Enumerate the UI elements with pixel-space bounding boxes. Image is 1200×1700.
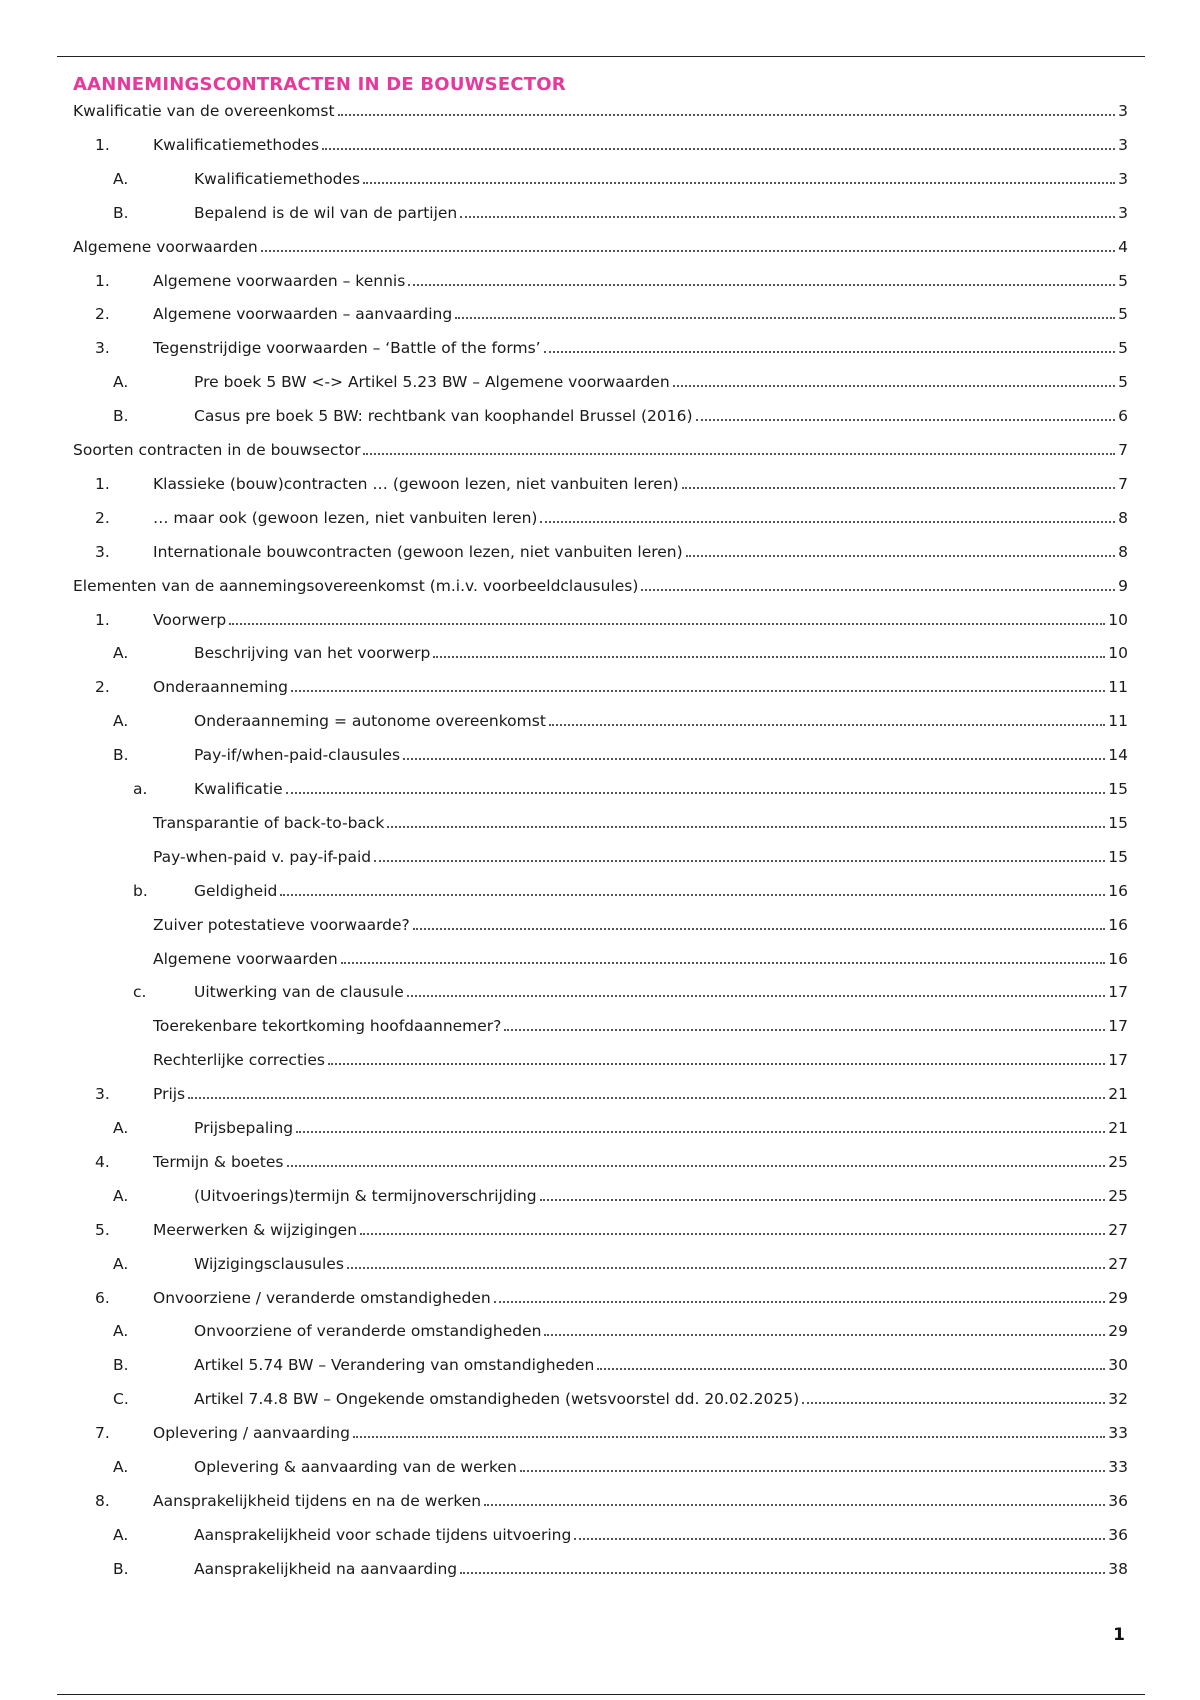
toc-entry-label: Artikel 7.4.8 BW – Ongekende omstandigheden (wetsvoorstel dd. 20.02.2025) [194,1390,800,1409]
toc-entry[interactable] [0,167,1200,189]
toc-entry-label: Oplevering / aanvaarding [153,1424,350,1443]
toc-entry-label: Pay-when-paid v. pay-if-paid [153,847,372,866]
toc-entry-label: Tegenstrijdige voorwaarden – ‘Battle of the forms’ [153,339,541,358]
toc-entry-page: 17 [1108,983,1128,1002]
toc-entry-label: Soorten contracten in de bouwsector [73,441,361,459]
toc-dot-leader [540,521,1115,523]
toc-entry-page: 11 [1108,712,1128,731]
toc-entry-number: 2. [95,678,110,697]
toc-dot-leader [347,1267,1105,1269]
toc-entry[interactable] [0,1421,1200,1443]
toc-entry-label: Algemene voorwaarden – aanvaarding [153,305,453,324]
toc-entry-label: Onderaanneming [153,678,289,697]
toc-entry-page: 36 [1108,1491,1128,1510]
document-title: AANNEMINGSCONTRACTEN IN DE BOUWSECTOR [73,74,566,95]
toc-entry[interactable] [0,1387,1200,1409]
toc-dot-leader [322,148,1115,150]
toc-dot-leader [544,1334,1105,1336]
toc-entry-page: 29 [1108,1288,1128,1307]
toc-dot-leader [802,1402,1105,1404]
toc-entry[interactable] [0,980,1200,1002]
page-number: 1 [1113,1625,1125,1645]
toc-entry-number: A. [113,644,129,663]
toc-dot-leader [686,555,1115,557]
toc-entry-page: 3 [1118,135,1128,154]
toc-entry[interactable] [0,947,1200,969]
toc-entry-label: Aansprakelijkheid na aanvaarding [194,1559,458,1578]
toc-dot-leader [484,1504,1105,1506]
toc-entry-page: 8 [1118,508,1128,527]
toc-entry-number: A. [113,1119,129,1137]
toc-entry-page: 27 [1108,1254,1128,1273]
toc-entry-label: Prijs [153,1085,186,1104]
toc-dot-leader [504,1029,1105,1031]
toc-dot-leader [408,284,1115,286]
toc-entry-label: Wijzigingsclausules [194,1254,344,1273]
toc-dot-leader [291,690,1105,692]
toc-dot-leader [455,317,1115,319]
toc-dot-leader [296,1131,1105,1133]
toc-entry-number: B. [113,203,129,222]
toc-dot-leader [407,995,1105,997]
toc-entry[interactable] [0,743,1200,765]
toc-entry-number: 6. [95,1288,110,1307]
toc-entry-number: A. [113,169,129,188]
toc-entry-label: Pay-if/when-paid-clausules [194,746,401,765]
toc-entry-number: 1. [95,474,110,493]
toc-entry-number: 1. [95,610,110,629]
toc-entry[interactable] [0,1523,1200,1545]
toc-entry[interactable] [0,1048,1200,1070]
toc-entry[interactable] [0,1286,1200,1308]
toc-entry-number: 3. [95,1085,110,1104]
toc-entry-label: Uitwerking van de clausule [194,983,404,1002]
toc-entry-page: 5 [1118,373,1128,392]
toc-entry[interactable] [0,269,1200,291]
toc-entry-page: 11 [1108,678,1128,697]
toc-entry-number: 4. [95,1152,110,1171]
toc-entry-page: 36 [1108,1525,1128,1544]
toc-entry[interactable] [0,1252,1200,1274]
toc-entry-page: 16 [1108,949,1128,968]
toc-entry-label: Casus pre boek 5 BW: rechtbank van koophandel Brussel (2016) [194,407,693,426]
toc-entry-label: Algemene voorwaarden – kennis [153,271,406,290]
toc-entry-page: 14 [1108,746,1128,765]
toc-dot-leader [682,487,1115,489]
toc-entry-number: A. [113,712,129,731]
toc-entry-page: 25 [1108,1152,1128,1171]
toc-entry[interactable] [0,675,1200,697]
toc-entry-label: Oplevering & aanvaarding van de werken [194,1458,517,1476]
toc-entry[interactable] [0,811,1200,833]
toc-entry-number: 2. [95,305,110,324]
toc-entry-label: Pre boek 5 BW <-> Artikel 5.23 BW – Algemene voorwaarden [194,373,670,392]
toc-entry[interactable] [0,1150,1200,1172]
toc-entry-number: 3. [95,339,110,358]
toc-entry-page: 17 [1108,1051,1128,1070]
toc-entry-label: Algemene voorwaarden [73,237,258,256]
toc-entry-label: Termijn & boetes [153,1152,284,1171]
toc-entry[interactable] [0,777,1200,799]
toc-dot-leader [544,351,1115,353]
toc-entry-number: a. [133,780,148,798]
toc-entry[interactable] [0,1082,1200,1104]
toc-entry-page: 6 [1118,407,1128,426]
toc-entry-page: 15 [1108,847,1128,866]
toc-entry-page: 29 [1108,1322,1128,1341]
toc-dot-leader [229,623,1105,625]
toc-entry-label: Geldigheid [194,881,278,900]
toc-entry[interactable] [0,201,1200,223]
toc-entry[interactable] [0,1218,1200,1240]
toc-entry-page: 7 [1118,474,1128,493]
toc-entry[interactable] [0,641,1200,663]
toc-dot-leader [261,250,1115,252]
toc-entry[interactable] [0,133,1200,155]
toc-dot-leader [641,589,1115,591]
toc-entry[interactable] [0,370,1200,392]
toc-entry-number: B. [113,1356,129,1375]
toc-entry-page: 5 [1118,339,1128,358]
toc-entry-page: 3 [1118,203,1128,222]
toc-entry[interactable] [0,608,1200,630]
toc-entry-page: 16 [1108,881,1128,900]
toc-entry-label: Internationale bouwcontracten (gewoon lezen, niet vanbuiten leren) [153,542,683,561]
toc-dot-leader [403,758,1105,760]
toc-entry-number: 1. [95,271,110,290]
toc-entry-label: … maar ook (gewoon lezen, niet vanbuiten leren) [153,508,538,527]
toc-entry-label: Algemene voorwaarden [153,949,338,968]
toc-entry-page: 15 [1108,780,1128,798]
toc-entry-page: 25 [1108,1186,1128,1205]
toc-dot-leader [341,962,1106,964]
toc-dot-leader [696,419,1115,421]
toc-entry-number: c. [133,983,147,1002]
toc-dot-leader [413,928,1105,930]
toc-entry-number: B. [113,746,129,765]
toc-entry-label: Onderaanneming = autonome overeenkomst [194,712,546,731]
toc-dot-leader [387,826,1105,828]
toc-dot-leader [549,724,1105,726]
toc-entry-number: B. [113,1559,129,1578]
toc-entry-label: Zuiver potestatieve voorwaarde? [153,915,410,934]
toc-dot-leader [574,1538,1105,1540]
toc-entry-page: 5 [1118,305,1128,324]
toc-entry[interactable] [0,302,1200,324]
toc-entry[interactable] [0,1557,1200,1579]
toc-dot-leader [520,1470,1105,1472]
toc-entry[interactable] [0,404,1200,426]
toc-dot-leader [460,216,1115,218]
toc-entry-label: Prijsbepaling [194,1119,294,1137]
toc-dot-leader [328,1063,1105,1065]
toc-entry-label: Kwalificatiemethodes [153,135,320,154]
toc-entry-page: 9 [1118,576,1128,595]
toc-entry-number: 7. [95,1424,110,1443]
toc-dot-leader [360,1233,1105,1235]
toc-entry[interactable] [0,472,1200,494]
toc-entry[interactable] [0,845,1200,867]
toc-entry[interactable] [0,709,1200,731]
toc-entry[interactable] [0,99,1200,121]
toc-entry-label: Meerwerken & wijzigingen [153,1220,358,1239]
toc-entry-label: Artikel 5.74 BW – Verandering van omstandigheden [194,1356,595,1375]
toc-dot-leader [673,385,1115,387]
toc-entry-number: A. [113,1186,129,1205]
toc-entry-page: 5 [1118,271,1128,290]
toc-entry-label: Rechterlijke correcties [153,1051,325,1070]
toc-entry-label: Aansprakelijkheid tijdens en na de werken [153,1491,482,1510]
toc-entry[interactable] [0,913,1200,935]
toc-entry-number: 8. [95,1491,110,1510]
toc-entry-label: Voorwerp [153,610,227,629]
toc-entry-label: Aansprakelijkheid voor schade tijdens uitvoering [194,1525,572,1544]
toc-entry-label: Kwalificatie [194,780,283,798]
toc-dot-leader [433,656,1105,658]
toc-entry-page: 7 [1118,441,1128,459]
toc-dot-leader [287,1165,1106,1167]
toc-entry-number: A. [113,1525,129,1544]
toc-entry-page: 15 [1108,813,1128,832]
toc-entry-page: 38 [1108,1559,1128,1578]
toc-entry-page: 27 [1108,1220,1128,1239]
toc-entry-page: 32 [1108,1390,1128,1409]
toc-entry-number: A. [113,1322,129,1341]
bottom-rule [57,1694,1145,1695]
toc-entry-label: Onvoorziene / veranderde omstandigheden [153,1288,491,1307]
toc-entry-page: 17 [1108,1017,1128,1036]
toc-dot-leader [188,1097,1105,1099]
toc-entry-label: Toerekenbare tekortkoming hoofdaannemer? [153,1017,502,1036]
toc-entry[interactable] [0,1353,1200,1375]
toc-dot-leader [374,860,1105,862]
toc-entry-page: 33 [1108,1424,1128,1443]
toc-entry-number: A. [113,1254,129,1273]
toc-entry-number: C. [113,1390,129,1409]
toc-entry-number: A. [113,373,129,392]
toc-entry-label: (Uitvoerings)termijn & termijnoverschrijding [194,1186,537,1205]
toc-entry[interactable] [0,1184,1200,1206]
toc-entry-label: Kwalificatie van de overeenkomst [73,102,335,120]
toc-entry[interactable] [0,574,1200,596]
toc-entry-page: 3 [1118,102,1128,120]
toc-entry-label: Klassieke (bouw)contracten … (gewoon lezen, niet vanbuiten leren) [153,474,679,493]
toc-entry-label: Bepalend is de wil van de partijen [194,203,458,222]
toc-dot-leader [286,792,1106,794]
toc-dot-leader [460,1572,1105,1574]
toc-entry[interactable] [0,1116,1200,1138]
toc-entry[interactable] [0,336,1200,358]
toc-entry-page: 33 [1108,1458,1128,1476]
toc-dot-leader [540,1199,1106,1201]
toc-entry-page: 10 [1108,610,1128,629]
toc-entry-number: 5. [95,1220,110,1239]
toc-entry[interactable] [0,540,1200,562]
toc-entry[interactable] [0,1489,1200,1511]
toc-entry[interactable] [0,506,1200,528]
toc-entry-label: Elementen van de aannemingsovereenkomst (m.i.v. voorbeeldclausules) [73,576,639,595]
toc-dot-leader [363,182,1115,184]
toc-entry-page: 8 [1118,542,1128,561]
toc-entry-page: 4 [1118,237,1128,256]
toc-dot-leader [280,894,1105,896]
toc-entry-number: B. [113,407,129,426]
toc-dot-leader [597,1368,1105,1370]
toc-entry[interactable] [0,1014,1200,1036]
toc-dot-leader [338,114,1115,116]
toc-entry[interactable] [0,438,1200,460]
toc-entry-number: 3. [95,542,110,561]
toc-entry-label: Transparantie of back-to-back [153,813,385,832]
toc-entry-label: Kwalificatiemethodes [194,169,361,188]
toc-dot-leader [353,1436,1105,1438]
toc-dot-leader [494,1301,1106,1303]
toc-entry-label: Beschrijving van het voorwerp [194,644,431,663]
toc-entry-page: 21 [1108,1085,1128,1104]
toc-entry-page: 16 [1108,915,1128,934]
toc-entry[interactable] [0,879,1200,901]
toc-dot-leader [363,453,1115,455]
top-rule [57,56,1145,57]
toc-entry-number: 2. [95,508,110,527]
toc-entry[interactable] [0,1455,1200,1477]
toc-entry[interactable] [0,1319,1200,1341]
toc-entry-page: 10 [1108,644,1128,663]
toc-entry-page: 21 [1108,1119,1128,1137]
toc-entry-number: A. [113,1458,129,1476]
toc-entry-page: 30 [1108,1356,1128,1375]
toc-entry-page: 3 [1118,169,1128,188]
toc-entry[interactable] [0,235,1200,257]
toc-entry-number: b. [133,881,148,900]
toc-entry-number: 1. [95,135,110,154]
toc-entry-label: Onvoorziene of veranderde omstandigheden [194,1322,542,1341]
